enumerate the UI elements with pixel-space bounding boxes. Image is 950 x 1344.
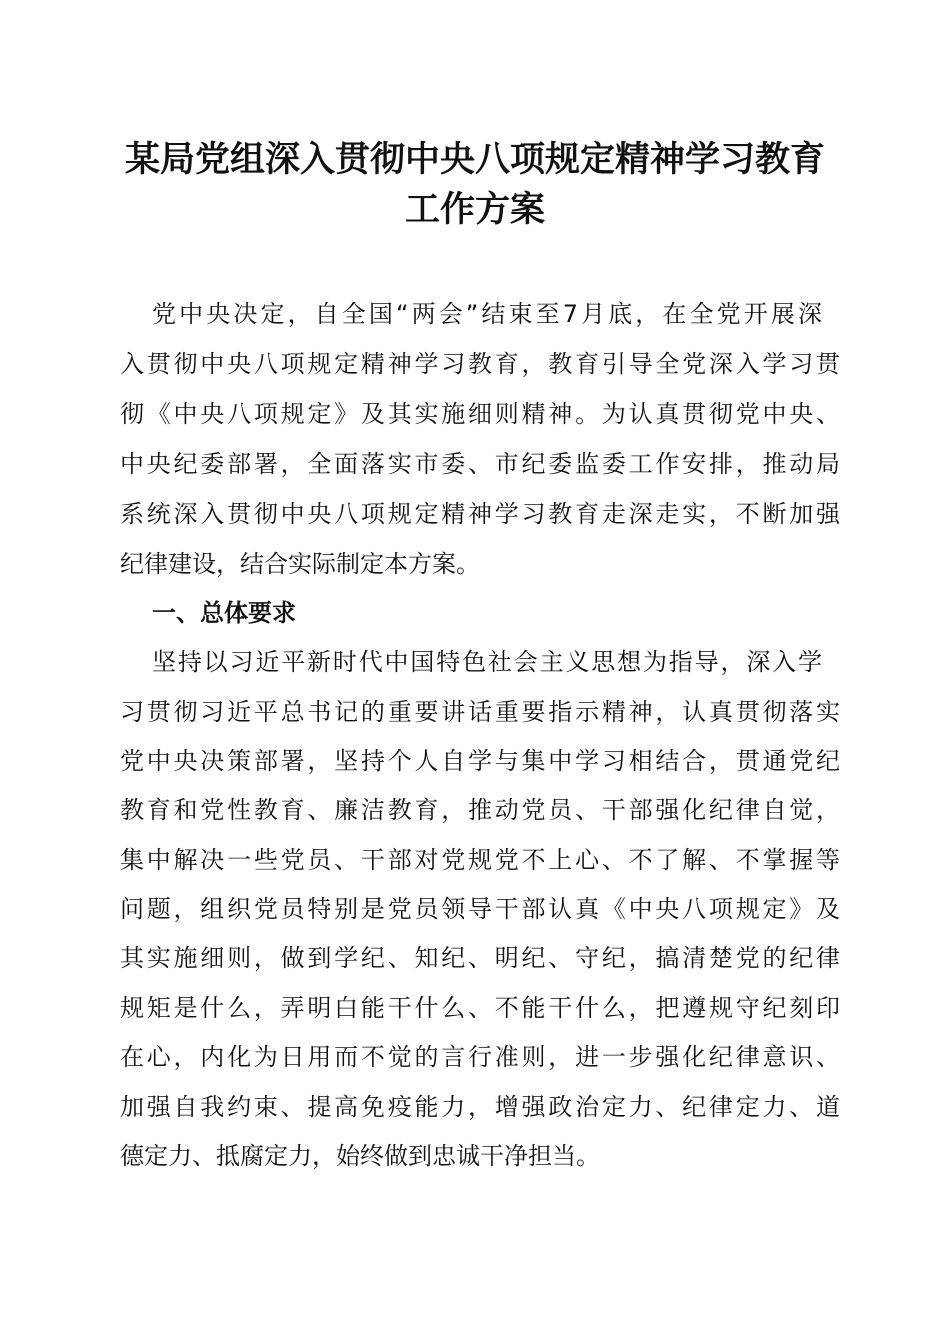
document-title-line-1: 某局党组深入贯彻中央八项规定精神学习教育	[124, 139, 825, 180]
section-paragraph-line: 问题，组织党员特别是党员领导干部认真《中央八项规定》及	[120, 895, 840, 923]
intro-paragraph-line: 系统深入贯彻中央八项规定精神学习教育走深走实，不断加强	[120, 500, 840, 528]
section-paragraph-line: 其实施细则，做到学纪、知纪、明纪、守纪，搞清楚党的纪律	[120, 944, 840, 972]
intro-paragraph-line: 党中央决定，自全国“两会”结束至7月底，在全党开展深	[152, 300, 822, 328]
section-paragraph-line: 教育和党性教育、廉洁教育，推动党员、干部强化纪律自觉，	[120, 796, 840, 824]
section-paragraph-line: 加强自我约束、提高免疫能力，增强政治定力、纪律定力、道	[120, 1093, 840, 1121]
section-paragraph-line: 集中解决一些党员、干部对党规党不上心、不了解、不掌握等	[120, 846, 840, 874]
section-paragraph-line: 党中央决策部署，坚持个人自学与集中学习相结合，贯通党纪	[120, 747, 840, 775]
section-paragraph-line: 规矩是什么，弄明白能干什么、不能干什么，把遵规守纪刻印	[120, 994, 840, 1022]
intro-paragraph-line: 入贯彻中央八项规定精神学习教育，教育引导全党深入学习贯	[120, 350, 840, 378]
intro-paragraph-line: 彻《中央八项规定》及其实施细则精神。为认真贯彻党中央、	[120, 400, 840, 428]
section-paragraph-line: 习贯彻习近平总书记的重要讲话重要指示精神，认真贯彻落实	[120, 698, 840, 726]
intro-paragraph-line: 中央纪委部署，全面落实市委、市纪委监委工作安排，推动局	[120, 450, 840, 478]
section-paragraph-line: 德定力、抵腐定力，始终做到忠诚干净担当。	[120, 1142, 600, 1170]
document-title-line-2: 工作方案	[404, 189, 545, 230]
intro-paragraph-line: 纪律建设，结合实际制定本方案。	[120, 550, 480, 578]
section-heading: 一、总体要求	[152, 599, 296, 627]
section-paragraph-line: 坚持以习近平新时代中国特色社会主义思想为指导，深入学	[152, 648, 822, 676]
section-paragraph-line: 在心，内化为日用而不觉的言行准则，进一步强化纪律意识、	[120, 1043, 840, 1071]
